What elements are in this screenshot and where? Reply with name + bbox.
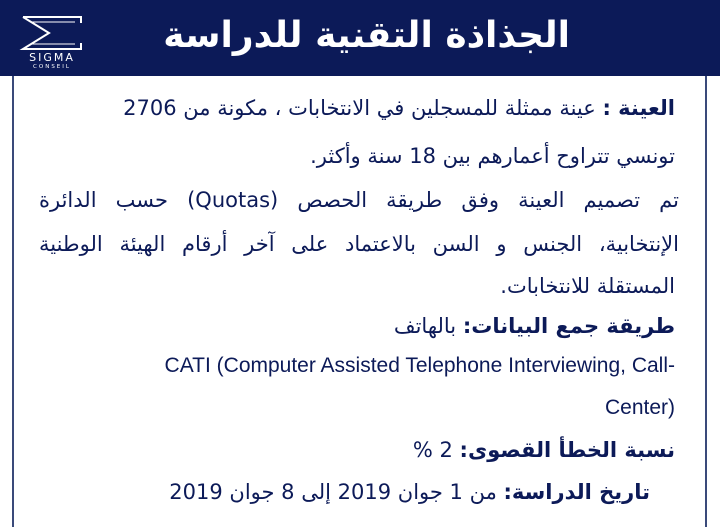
method-value: بالهاتف xyxy=(393,314,457,338)
sample-text-1: عينة ممثلة للمسجلين في الانتخابات ، مكونة من 2706 xyxy=(123,96,596,120)
method-label: طريقة جمع البيانات: xyxy=(462,314,675,338)
sample-label: العينة : xyxy=(602,96,675,120)
study-date-value: من 1 جوان 2019 إلى 8 جوان 2019 xyxy=(169,480,497,504)
sigma-icon xyxy=(13,14,91,52)
study-date-label: تاريخ الدراسة: xyxy=(503,480,650,504)
header-bar xyxy=(0,0,720,76)
cati-line-1: CATI (Computer Assisted Telephone Interviewing, Call- xyxy=(164,354,675,377)
page-title: الجذاذة التقنية للدراسة xyxy=(163,15,570,56)
sigma-logo xyxy=(13,14,91,72)
logo-name: SIGMA xyxy=(29,51,75,64)
sample-line-1 xyxy=(123,94,675,122)
margin-error-value: 2 % xyxy=(412,438,453,462)
margin-error-label: نسبة الخطأ القصوى: xyxy=(459,438,675,462)
method-line xyxy=(394,312,675,340)
sample-line-4: الإنتخابية، الجنس و السن بالاعتماد على آخر أرقام الهيئة الوطنية xyxy=(39,232,679,256)
content-panel xyxy=(12,76,707,527)
logo-subtitle: CONSEIL xyxy=(33,64,71,70)
sample-line-5: المستقلة للانتخابات. xyxy=(500,274,675,298)
margin-error-line xyxy=(413,436,675,464)
sample-line-3: تم تصميم العينة وفق طريقة الحصص (Quotas) حسب الدائرة xyxy=(39,188,679,212)
sample-line-2: تونسي تتراوح أعمارهم بين 18 سنة وأكثر. xyxy=(310,144,675,168)
study-date-line xyxy=(169,478,650,506)
cati-line-2: Center) xyxy=(604,396,675,419)
